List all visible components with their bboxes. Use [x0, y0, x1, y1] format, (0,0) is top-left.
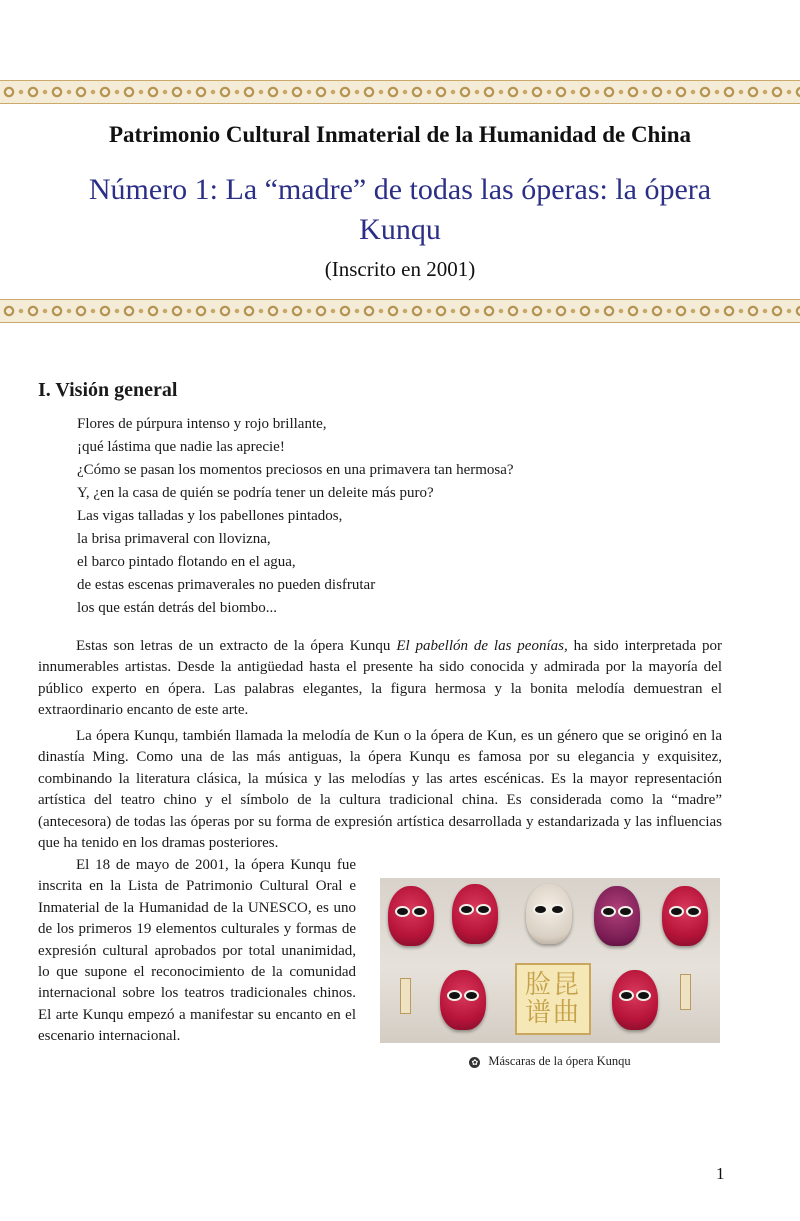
mask-image	[388, 886, 434, 946]
mask-image	[662, 886, 708, 946]
poem-line: los que están detrás del biombo...	[77, 600, 277, 616]
poem-line: el barco pintado flotando en el agua,	[77, 554, 296, 570]
paragraph-intro-text: Estas son letras de un extracto de la ópera Kunqu	[76, 638, 397, 654]
poem-line: Las vigas talladas y los pabellones pintados,	[77, 508, 343, 524]
sign-text: 脸昆 谱曲	[524, 970, 581, 1027]
paragraph-intro	[38, 636, 722, 722]
figure-caption	[380, 1054, 720, 1069]
series-title: Patrimonio Cultural Inmaterial de la Humanidad de China	[108, 122, 692, 147]
mask-image	[612, 970, 658, 1030]
chapter-title: Número 1: La “madre” de todas las óperas: la ópera Kunqu	[88, 173, 712, 246]
poem-line: Y, ¿en la casa de quién se podría tener un deleite más puro?	[77, 485, 434, 501]
page-number: 1	[716, 1164, 725, 1183]
photo-sign	[515, 963, 591, 1035]
mask-image	[594, 886, 640, 946]
flower-bullet-icon: ✿	[469, 1057, 480, 1068]
opera-masks-photo	[380, 878, 720, 1043]
poem-line: ¿Cómo se pasan los momentos preciosos en una primavera tan hermosa?	[77, 462, 514, 478]
section-heading: I. Visión general	[38, 379, 178, 401]
decorative-border-top	[0, 80, 800, 104]
paragraph-unesco: El 18 de mayo de 2001, la ópera Kunqu fue inscrita en la Lista de Patrimonio Cultural Oral e Inmaterial de la Humanidad de la UNESCO, es uno de los primeros 19 elementos culturales y formas de expresión cultural aprobados por total unanimidad, lo que supone el reconocimiento de la comunidad internacional sobre los teatros tradicionales chinos. El arte Kunqu empezó a manifestar su encanto en el escenario internacional.	[38, 857, 356, 1045]
label-tag	[400, 978, 411, 1014]
paragraph-intro-text-rest: ha sido interpretada por innumerables artistas. Desde la antigüedad hasta el presente ha sido conocida y admirada por la mayoría del público experto en ópera. Las palabras elegantes, la figura hermosa y la bonita melodía demuestran el extraordinario encanto de este arte.	[38, 638, 722, 719]
inscription-year: (Inscrito en 2001)	[324, 257, 476, 281]
mask-image	[526, 884, 572, 944]
poem-line: Flores de púrpura intenso y rojo brillante,	[77, 416, 327, 432]
paragraph-history: La ópera Kunqu, también llamada la melodía de Kun o la ópera de Kun, es un género que se originó en la dinastía Ming. Como una de las más antiguas, la ópera Kunqu es famosa por su elegancia y exquisitez, combinando la literatura clásica, la música y las melodías y las artes escénicas. Es la mayor representación artística del teatro chino y el símbolo de la cultura tradicional china. Es considerada como la “madre” (antecesora) de todas las óperas por su forma de expresión artística desarrollada y estandarizada y las influencias que ha tenido en los dramas posteriores.	[38, 728, 722, 852]
poem-line: ¡qué lástima que nadie las aprecie!	[77, 439, 285, 455]
caption-text: Máscaras de la ópera Kunqu	[488, 1054, 631, 1068]
mask-image	[452, 884, 498, 944]
label-tag	[680, 974, 691, 1010]
work-title: El pabellón de las peonías,	[396, 638, 568, 654]
poem-line: de estas escenas primaverales no pueden disfrutar	[77, 577, 376, 593]
decorative-border-bottom	[0, 299, 800, 323]
poem	[77, 413, 577, 620]
poem-line: la brisa primaveral con llovizna,	[77, 531, 271, 547]
mask-image	[440, 970, 486, 1030]
